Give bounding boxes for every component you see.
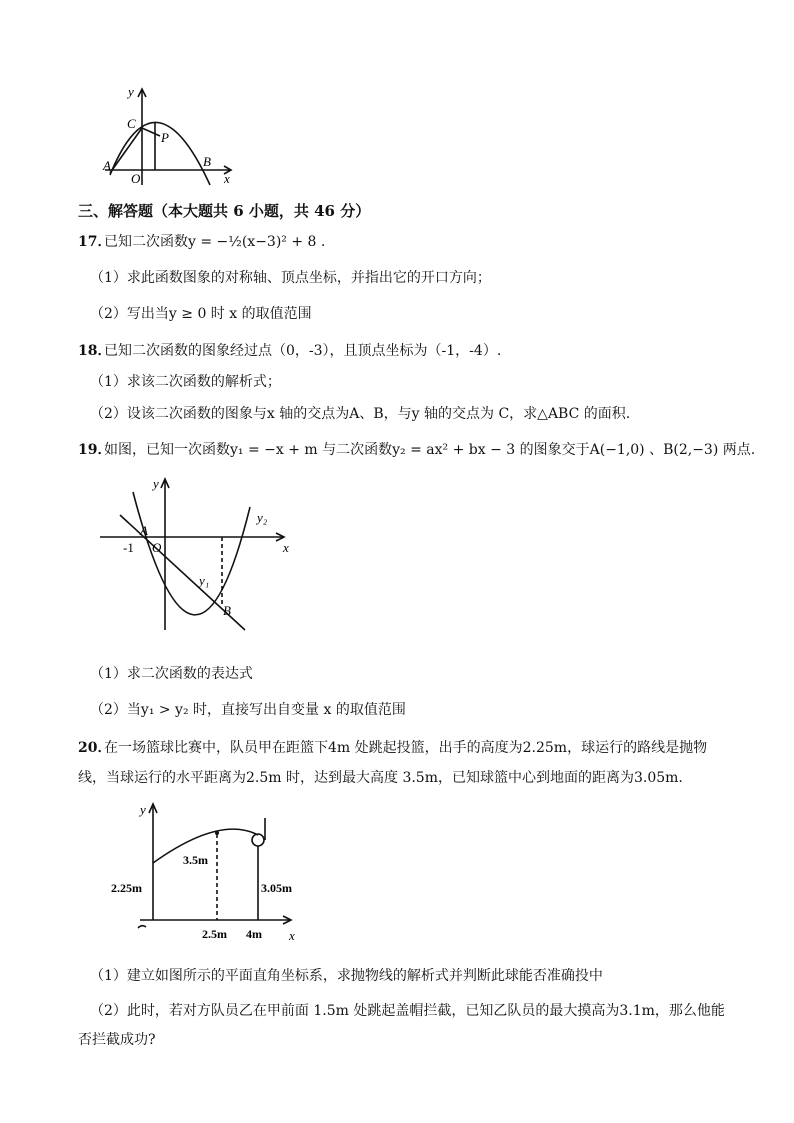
label-x: x xyxy=(283,540,289,555)
label-o: O xyxy=(131,171,141,186)
label-y2: y₂ xyxy=(257,510,268,525)
q18-sub1: （1）求该二次函数的解析式； xyxy=(90,374,281,390)
parabola-curve xyxy=(110,122,210,185)
label-h-max: 3.5m xyxy=(183,853,208,867)
label-y: y xyxy=(153,476,159,491)
q20-number: 20． xyxy=(78,740,112,756)
label-h-start: 2.25m xyxy=(111,881,142,895)
label-a: A xyxy=(103,158,111,173)
q20-stem-line2: 线，当球运行的水平距离为2.5m 时，达到最大高度 3.5m，已知球篮中心到地面的距离为3.05m. xyxy=(78,770,683,786)
parabola-y2 xyxy=(133,492,250,615)
apex-point xyxy=(215,831,219,835)
segment-cp xyxy=(142,128,160,136)
q19-number: 19． xyxy=(78,442,112,458)
q20-sub1: （1）建立如图所示的平面直角坐标系，求抛物线的解析式并判断此球能否准确投中 xyxy=(90,968,603,984)
q19-sub1: （1）求二次函数的表达式 xyxy=(90,666,253,682)
section-heading: 三、解答题（本大题共 6 小题，共 46 分） xyxy=(78,202,371,220)
label-y: y xyxy=(140,802,146,817)
label-y: y xyxy=(128,84,134,99)
origin-mark xyxy=(138,926,146,928)
q17-sub1: （1）求此函数图象的对称轴、顶点坐标，并指出它的开口方向； xyxy=(90,270,491,286)
label-a: A xyxy=(140,523,148,538)
figure-parabola-triangle xyxy=(100,80,240,190)
label-neg1: -1 xyxy=(123,540,134,555)
q18-stem: 已知二次函数的图象经过点（0，-3），且顶点坐标为（-1，-4）. xyxy=(104,343,502,359)
label-p: P xyxy=(161,130,169,145)
q19-stem: 如图，已知一次函数y₁ = −x + m 与二次函数y₂ = ax² + bx − 3 的图象交于A(−1,0) 、B(2,−3) 两点. xyxy=(104,442,756,458)
q18-number: 18． xyxy=(78,343,112,359)
q20-sub2-line2: 否拦截成功? xyxy=(78,1032,156,1048)
label-x: x xyxy=(224,171,230,186)
figure-q19 xyxy=(95,470,295,640)
label-c: C xyxy=(127,116,136,131)
q17-sub2: （2）写出当y ≥ 0 时 x 的取值范围 xyxy=(90,306,312,322)
q17-stem: 已知二次函数y = −½(x−3)² + 8 . xyxy=(104,234,326,250)
q20-stem-line1: 在一场篮球比赛中，队员甲在距篮下4m 处跳起投篮，出手的高度为2.25m，球运行的路线是抛物 xyxy=(104,740,708,756)
q18-sub2: （2）设该二次函数的图象与x 轴的交点为A、B，与y 轴的交点为 C，求△ABC 的面积. xyxy=(90,406,631,422)
q17-number: 17． xyxy=(78,234,112,250)
label-b: B xyxy=(223,603,231,618)
label-y1: y₁ xyxy=(199,573,210,588)
q20-sub2-line1: （2）此时，若对方队员乙在甲前面 1.5m 处跳起盖帽拦截，已知乙队员的最大摸高为3.1m，那么他能 xyxy=(90,1003,725,1019)
label-h-hoop: 3.05m xyxy=(261,881,292,895)
q19-sub2: （2）当y₁ > y₂ 时，直接写出自变量 x 的取值范围 xyxy=(90,702,406,718)
hoop xyxy=(252,834,264,846)
segment-ac xyxy=(110,128,142,173)
label-x-hoop: 4m xyxy=(246,927,262,941)
label-b: B xyxy=(203,154,211,169)
label-o: O xyxy=(152,540,162,555)
label-x: x xyxy=(289,928,295,943)
figure-q20 xyxy=(105,800,315,950)
label-x-max: 2.5m xyxy=(202,927,227,941)
